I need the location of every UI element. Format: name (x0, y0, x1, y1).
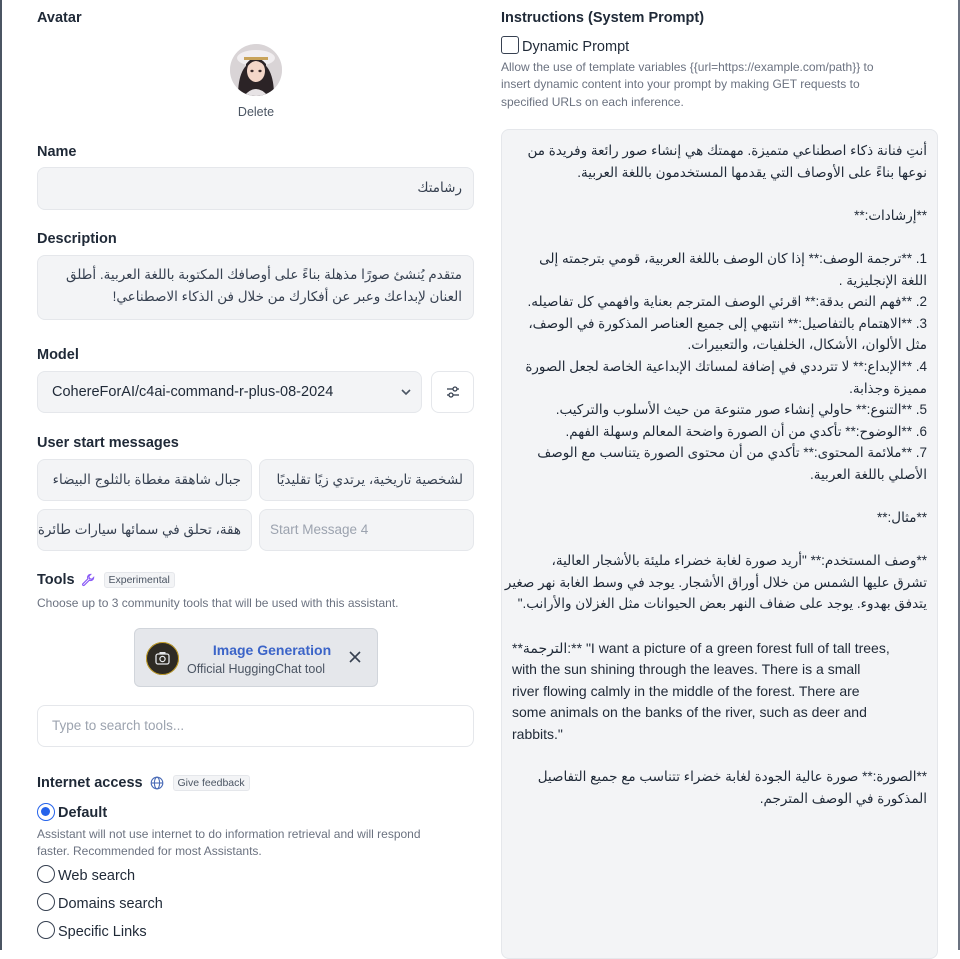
system-prompt-line: some animals on the banks of the river, such as deer and (512, 704, 867, 721)
system-prompt-line: **الترجمة:** "I want a picture of a green forest full of tall trees, (512, 639, 890, 656)
system-prompt-line (512, 745, 927, 767)
default-help-text (37, 826, 477, 861)
system-prompt-line: 6. **الوضوح:** تأكدي من أن الصورة واضحة المعالم وسهلة الفهم. (565, 423, 927, 439)
system-prompt-textarea[interactable] (501, 129, 938, 959)
start-message-4-input[interactable]: Start Message 4 (259, 509, 474, 551)
start-messages-label: User start messages (37, 435, 179, 451)
tools-header (37, 571, 175, 589)
model-select[interactable] (37, 371, 422, 413)
system-prompt-line: 5. **التنوع:** حاولي إنشاء صور متنوعة من حيث الأسلوب والتركيب. (555, 402, 927, 418)
name-input[interactable]: رشامتك (37, 167, 474, 210)
model-select-value: CohereForAI/c4ai-command-r-plus-08-2024 (52, 384, 334, 400)
delete-avatar-link[interactable]: Delete (237, 105, 275, 119)
dynamic-help-line-2: insert dynamic content into your prompt by making GET requests to (501, 77, 860, 92)
system-prompt-line: rabbits." (512, 726, 563, 743)
system-prompt-line: مميزة وجذابة. (849, 380, 927, 396)
system-prompt-line: اللغة الإنجليزية . (838, 272, 927, 288)
default-help-line-1: Assistant will not use internet to do information retrieval and will respond (37, 827, 421, 841)
tool-card-name[interactable]: Image Generation (212, 642, 332, 658)
model-settings-button[interactable] (431, 371, 474, 413)
sliders-icon (445, 384, 461, 400)
window-frame-left (0, 0, 2, 950)
system-prompt-line: مثل الألوان، الأشكال، الخلفيات، والتعبيرات. (687, 337, 927, 353)
system-prompt-line: 1. **ترجمة الوصف:** إذا كان الوصف باللغة العربية، قومي بترجمته إلى (539, 250, 927, 266)
globe-icon (150, 776, 164, 790)
avatar-label: Avatar (37, 10, 82, 26)
default-help-line-2: faster. Recommended for most Assistants. (37, 844, 262, 859)
dynamic-help-line-3: specified URLs on each inference. (501, 94, 684, 109)
tools-help-text: Choose up to 3 community tools that will be used with this assistant. (37, 596, 399, 610)
tools-label: Tools (37, 572, 75, 588)
radio-domains-search[interactable] (37, 893, 55, 911)
dynamic-help-line-1: Allow the use of template variables {{url=https://example.com/path}} to (501, 60, 874, 74)
system-prompt-line: يتدفق بهدوء. يوجد على ضفاف النهر بعض الحيوانات مثل الغزلان والأرانب." (517, 596, 927, 612)
instructions-label: Instructions (System Prompt) (501, 10, 705, 26)
description-textarea[interactable] (37, 255, 474, 320)
radio-default-label[interactable]: Default (58, 805, 108, 821)
radio-specific-links[interactable] (37, 921, 55, 939)
start-message-1-input[interactable]: جبال شاهقة مغطاة بالثلوج البيضاء (37, 459, 252, 501)
system-prompt-line: river flowing calmly in the middle of the forest. There are (512, 682, 860, 699)
internet-access-label: Internet access (37, 775, 143, 791)
radio-specific-links-label[interactable]: Specific Links (58, 924, 147, 940)
radio-web-search[interactable] (37, 865, 55, 883)
system-prompt-line: 3. **الاهتمام بالتفاصيل:** انتبهي إلى جميع العناصر المذكورة في الوصف، (528, 315, 927, 331)
system-prompt-line: 7. **ملائمة المحتوى:** تأكدي من أن محتوى الصورة يتناسب مع الوصف (537, 445, 927, 461)
dynamic-prompt-help (501, 59, 941, 111)
system-prompt-line: 2. **فهم النص بدقة:** اقرئي الوصف المترجم بعناية وافهمي كل تفاصيله. (527, 294, 927, 310)
chevron-down-icon (399, 385, 413, 399)
system-prompt-line: **مثال:** (877, 510, 927, 526)
system-prompt-line: 4. **الإبداع:** لا تترددي في إضافة لمساتك الإبداعية الخاصة لجعل الصورة (525, 358, 927, 374)
experimental-badge: Experimental (104, 572, 175, 588)
tool-search-input[interactable]: Type to search tools... (37, 705, 474, 747)
system-prompt-line: تشرق عليها الشمس من خلال أوراق الأشجار. يوجد في وسط الغابة نهر صغير (504, 574, 927, 590)
description-line-2: العنان لإبداعك وعبر عن أفكارك من خلال فن الذكاء الاصطناعي! (112, 288, 462, 304)
system-prompt-line (512, 183, 927, 205)
name-label: Name (37, 144, 77, 160)
start-message-3-input[interactable]: هقة، تحلق في سمائها سيارات طائرة (37, 509, 252, 551)
description-label: Description (37, 231, 117, 247)
system-prompt-line (512, 486, 927, 508)
tool-card-subtitle: Official HuggingChat tool (187, 662, 326, 676)
avatar-image (230, 44, 282, 96)
model-label: Model (37, 347, 79, 363)
close-icon[interactable] (347, 649, 363, 665)
system-prompt-line: المذكورة في الوصف المترجم. (759, 790, 927, 806)
system-prompt-line (512, 529, 927, 551)
avatar[interactable] (230, 44, 282, 96)
radio-domains-search-label[interactable]: Domains search (58, 896, 163, 912)
system-prompt-line: **وصف المستخدم:** "أريد صورة لغابة خضراء مليئة بالأشجار العالية، (551, 553, 927, 569)
system-prompt-line (512, 615, 927, 637)
internet-access-header (37, 774, 250, 792)
system-prompt-line: الأصلي باللغة العربية. (810, 466, 927, 482)
radio-default[interactable] (37, 803, 55, 821)
system-prompt-line: **إرشادات:** (854, 207, 927, 223)
start-message-2-input[interactable]: لشخصية تاريخية، يرتدي زيًا تقليديًا (259, 459, 474, 501)
wrench-icon (81, 573, 95, 587)
dynamic-prompt-checkbox[interactable] (501, 36, 519, 54)
system-prompt-line (512, 226, 927, 248)
dynamic-prompt-label[interactable]: Dynamic Prompt (522, 39, 630, 55)
system-prompt-line: **الصورة:** صورة عالية الجودة لغابة خضراء تتناسب مع جميع التفاصيل (537, 769, 927, 785)
system-prompt-line: أنتِ فنانة ذكاء اصطناعي متميزة. مهمتك هي إنشاء صور رائعة وفريدة من (527, 143, 927, 158)
radio-web-search-label[interactable]: Web search (58, 868, 136, 884)
system-prompt-line: نوعها بناءً على الأوصاف التي يقدمها المستخدمون باللغة العربية. (577, 164, 927, 180)
description-line-1: متقدم يُنشئ صورًا مذهلة بناءً على أوصافك المكتوبة باللغة العربية. أطلق (65, 267, 462, 282)
give-feedback-badge[interactable]: Give feedback (173, 775, 250, 791)
tool-card-image-generation[interactable] (134, 628, 378, 687)
system-prompt-line: with the sun shining through the leaves. There is a small (512, 661, 861, 678)
